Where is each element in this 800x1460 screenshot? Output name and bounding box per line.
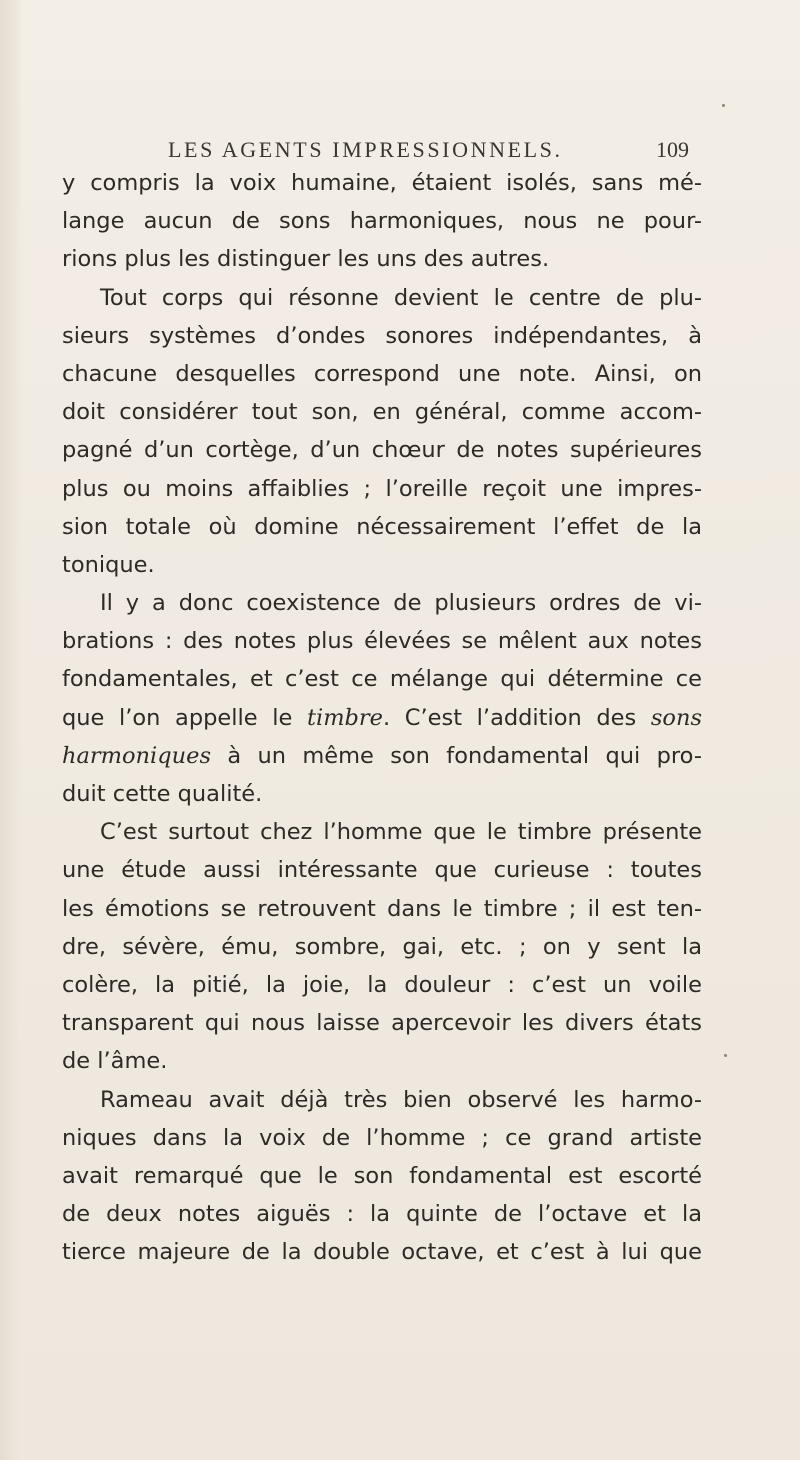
text-line: lange aucun de sons harmoniques, nous ne pour- bbox=[62, 208, 702, 235]
text-line: dre, sévère, ému, sombre, gai, etc. ; on y sent la bbox=[62, 933, 702, 960]
italic-term-timbre: timbre bbox=[306, 704, 384, 731]
page-gutter bbox=[0, 0, 22, 1460]
text-line: plus ou moins affaiblies ; l’oreille reçoit une impres- bbox=[62, 475, 702, 502]
text-line: brations : des notes plus élevées se mêlent aux notes bbox=[62, 628, 702, 655]
paragraph bbox=[62, 584, 702, 813]
text-line-with-italics bbox=[62, 737, 702, 775]
italic-term-sons: sons bbox=[650, 704, 703, 731]
text-line: niques dans la voix de l’homme ; ce grand artiste bbox=[62, 1124, 702, 1151]
text-line: rions plus les distinguer les uns des autres. bbox=[62, 246, 550, 273]
text-line: duit cette qualité. bbox=[62, 781, 263, 807]
text-line: doit considérer tout son, en général, comme accom- bbox=[62, 399, 702, 426]
text-line: tierce majeure de la double octave, et c’est à lui que bbox=[62, 1239, 702, 1266]
text-line: C’est surtout chez l’homme que le timbre présente bbox=[100, 819, 702, 846]
text-line: Tout corps qui résonne devient le centre de plu- bbox=[100, 284, 702, 311]
text-line: fondamentales, et c’est ce mélange qui détermine ce bbox=[62, 666, 702, 693]
paragraph bbox=[62, 813, 702, 1080]
text-run: à un même son fondamental qui pro- bbox=[211, 742, 702, 769]
paper-speck bbox=[722, 104, 725, 107]
text-line-with-italics bbox=[62, 699, 702, 737]
italic-term-harmoniques: harmoniques bbox=[62, 742, 211, 769]
paragraph bbox=[62, 279, 702, 585]
page-header bbox=[0, 131, 800, 167]
running-head: LES AGENTS IMPRESSIONNELS. bbox=[168, 137, 563, 162]
body-text bbox=[62, 164, 702, 1271]
text-line: sieurs systèmes d’ondes sonores indépendantes, à bbox=[62, 322, 702, 349]
text-line: colère, la pitié, la joie, la douleur : c’est un voile bbox=[62, 971, 702, 998]
text-line: sion totale où domine nécessairement l’effet de la bbox=[62, 513, 702, 540]
text-run: que l’on appelle le bbox=[62, 704, 307, 731]
text-line: avait remarqué que le son fondamental est escorté bbox=[62, 1162, 702, 1189]
text-line: y compris la voix humaine, étaient isolés, sans mé- bbox=[62, 170, 702, 196]
text-line: pagné d’un cortège, d’un chœur de notes supérieures bbox=[62, 437, 702, 464]
text-line: Il y a donc coexistence de plusieurs ordres de vi- bbox=[100, 590, 702, 617]
page-number: 109 bbox=[656, 137, 689, 162]
paragraph bbox=[62, 164, 702, 279]
text-line: les émotions se retrouvent dans le timbre ; il est ten- bbox=[62, 895, 702, 922]
paragraph bbox=[62, 1081, 702, 1272]
text-line: de l’âme. bbox=[62, 1048, 168, 1075]
text-line: une étude aussi intéressante que curieuse : toutes bbox=[62, 857, 702, 884]
text-line: Rameau avait déjà très bien observé les harmo- bbox=[100, 1086, 702, 1113]
paper-speck bbox=[724, 1054, 727, 1057]
text-line: tonique. bbox=[62, 551, 155, 578]
text-run: . C’est l’addition des bbox=[383, 704, 651, 731]
text-line: transparent qui nous laisse apercevoir les divers états bbox=[62, 1010, 702, 1037]
text-line: de deux notes aiguës : la quinte de l’octave et la bbox=[62, 1201, 702, 1228]
text-line: chacune desquelles correspond une note. Ainsi, on bbox=[62, 360, 702, 387]
